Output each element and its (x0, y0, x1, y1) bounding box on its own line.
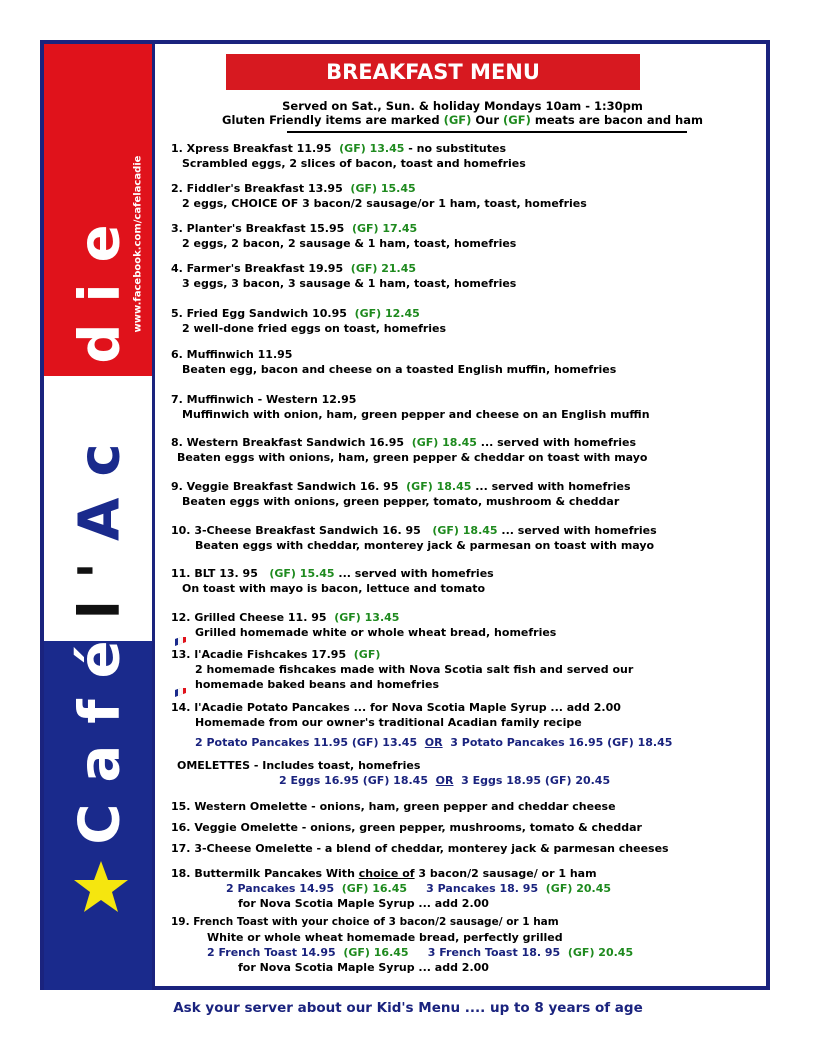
gf-tag: (GF) (443, 113, 472, 127)
item-desc: Beaten eggs with onions, ham, green pepper & cheddar on toast with mayo (177, 451, 648, 464)
item-name: 13. l'Acadie Fishcakes 17.95 (171, 648, 347, 661)
gluten-friendly-note (155, 113, 770, 127)
gf-price: (GF) 17.45 (351, 222, 418, 235)
flag-icon (175, 688, 187, 697)
menu-item-14 (171, 700, 672, 750)
item-note: ... served with homefries (476, 436, 637, 449)
menu-item-9 (171, 479, 631, 509)
gf-price: (GF) (353, 648, 381, 661)
flag-icon (175, 637, 187, 646)
item-name: 6. Muffinwich 11.95 (171, 348, 293, 361)
gf-note-text: Gluten Friendly items are marked (222, 113, 444, 127)
menu-item-12 (171, 610, 556, 640)
menu-item-2 (171, 181, 587, 211)
item-desc: Beaten egg, bacon and cheese on a toasted English muffin, homefries (182, 363, 617, 376)
item-name: 3. Planter's Breakfast 15.95 (171, 222, 345, 235)
menu-title: BREAKFAST MENU (226, 54, 640, 90)
menu-item-17: 17. 3-Cheese Omelette - a blend of cheddar, monterey jack & parmesan cheeses (171, 842, 669, 855)
brand-letter: C (67, 782, 133, 845)
item-name: 8. Western Breakfast Sandwich 16.95 (171, 436, 405, 449)
brand-letter: i (67, 262, 133, 303)
menu-frame (40, 40, 770, 990)
menu-item-7 (171, 392, 650, 422)
item-desc: 2 eggs, CHOICE OF 3 bacon/2 sausage/or 1 ham, toast, homefries (182, 197, 587, 210)
brand-letter: a (67, 723, 133, 783)
menu-item-4 (171, 261, 516, 291)
item-note: ... served with homefries (334, 567, 494, 580)
sidebar (44, 44, 152, 986)
menu-item-18 (171, 866, 611, 911)
item-desc: White or whole wheat homemade bread, perfectly grilled (207, 931, 563, 944)
gf-tag: (GF) (503, 113, 531, 127)
menu-item-8 (171, 435, 647, 465)
star-icon (72, 859, 130, 915)
menu-item-6 (171, 347, 616, 377)
item-name: 19. French Toast with your choice of 3 bacon/2 sausage/ or 1 ham (171, 916, 559, 928)
item-desc: Grilled homemade white or whole wheat bread, homefries (195, 626, 557, 639)
item-desc: homemade baked beans and homefries (195, 678, 440, 691)
gf-price: (GF) 16.45 (343, 946, 409, 959)
brand-letter: c (67, 422, 133, 477)
item-name: 14. l'Acadie Potato Pancakes ... for Nova Scotia Maple Syrup ... add 2.00 (171, 701, 621, 714)
item-desc: Scrambled eggs, 2 slices of bacon, toast and homefries (182, 157, 526, 170)
sidebar-divider (152, 44, 155, 986)
menu-item-16: 16. Veggie Omelette - onions, green pepper, mushrooms, tomato & cheddar (171, 821, 642, 834)
item-name: 10. 3-Cheese Breakfast Sandwich 16. 95 (171, 524, 421, 537)
item-desc: On toast with mayo is bacon, lettuce and tomato (182, 582, 486, 595)
gf-price: (GF) 18.45 (432, 524, 498, 537)
menu-item-13 (171, 647, 633, 692)
item-desc: 3 eggs, 3 bacon, 3 sausage & 1 ham, toast, homefries (182, 277, 517, 290)
item-name: 11. BLT 13. 95 (171, 567, 258, 580)
item-note: ... served with homefries (497, 524, 657, 537)
gf-price: (GF) 18.45 (406, 480, 472, 493)
menu-item-15: 15. Western Omelette - onions, ham, green pepper and cheddar cheese (171, 800, 616, 813)
omelettes-title: OMELETTES - Includes toast, homefries (177, 759, 421, 772)
item-note: - no substitutes (404, 142, 507, 155)
gf-price: (GF) 13.45 (339, 142, 405, 155)
facebook-link[interactable]: www.facebook.com/cafelacadie (132, 155, 144, 333)
item-desc: 2 eggs, 2 bacon, 2 sausage & 1 ham, toast, homefries (182, 237, 517, 250)
gf-price: (GF) 16.45 (341, 882, 408, 895)
brand-name (68, 203, 133, 844)
gf-note-text: meats are bacon and ham (530, 113, 703, 127)
header-rule (287, 131, 687, 133)
menu-item-19 (171, 915, 633, 975)
brand-letter: A (67, 476, 133, 541)
gf-price: (GF) 15.45 (350, 182, 416, 195)
gf-price: (GF) 20.45 (545, 882, 612, 895)
pancake-option: 3 Pancakes 18. 95 (426, 882, 539, 895)
item-note: ... served with homefries (471, 480, 631, 493)
french-toast-option: 3 French Toast 18. 95 (427, 946, 561, 959)
item-desc: 2 homemade fishcakes made with Nova Scotia salt fish and served our (195, 663, 634, 676)
menu-item-5 (171, 306, 446, 336)
gf-price: (GF) 13.45 (334, 611, 400, 624)
omelette-option: 2 Eggs 16.95 (GF) 18.45 (279, 774, 428, 787)
item-desc: Beaten eggs with cheddar, monterey jack & parmesan on toast with mayo (195, 539, 655, 552)
menu-item-3 (171, 221, 516, 251)
or-label: OR (435, 774, 454, 787)
gf-note-text: Our (471, 113, 504, 127)
item-name: 9. Veggie Breakfast Sandwich 16. 95 (171, 480, 399, 493)
brand-letter: e (67, 203, 133, 263)
pancake-option: 2 Pancakes 14.95 (226, 882, 335, 895)
omelettes-section (177, 758, 610, 788)
item-name: 4. Farmer's Breakfast 19.95 (171, 262, 344, 275)
potato-pancake-option: 3 Potato Pancakes 16.95 (GF) 18.45 (450, 736, 673, 749)
gf-price: (GF) 12.45 (354, 307, 420, 320)
gf-price: (GF) 21.45 (350, 262, 417, 275)
omelette-option: 3 Eggs 18.95 (GF) 20.45 (461, 774, 611, 787)
item-choice: choice of (358, 867, 415, 880)
brand-letter: l (67, 579, 133, 620)
item-name: 18. Buttermilk Pancakes With (171, 867, 359, 880)
brand-letter: ' (67, 541, 133, 580)
french-toast-option: 2 French Toast 14.95 (207, 946, 336, 959)
item-desc: Beaten eggs with onions, green pepper, tomato, mushroom & cheddar (182, 495, 620, 508)
brand-letter: f (67, 678, 133, 724)
item-desc: Homemade from our owner's traditional Acadian family recipe (195, 716, 582, 729)
served-hours: Served on Sat., Sun. & holiday Mondays 10am - 1:30pm (282, 99, 643, 113)
item-name: 2. Fiddler's Breakfast 13.95 (171, 182, 343, 195)
item-desc: Muffinwich with onion, ham, green pepper and cheese on an English muffin (182, 408, 650, 421)
brand-letter: a (67, 363, 133, 423)
gf-price: (GF) 18.45 (411, 436, 477, 449)
gf-price: (GF) 20.45 (567, 946, 634, 959)
syrup-addon: for Nova Scotia Maple Syrup ... add 2.00 (238, 897, 489, 910)
kids-menu-note: Ask your server about our Kid's Menu .... up to 8 years of age (173, 1000, 643, 1016)
gf-price: (GF) 15.45 (269, 567, 335, 580)
brand-letter: é (67, 619, 133, 679)
item-name: 3 bacon/2 sausage/ or 1 ham (414, 867, 597, 880)
potato-pancake-option: 2 Potato Pancakes 11.95 (GF) 13.45 (195, 736, 418, 749)
menu-item-11 (171, 566, 494, 596)
item-name: 7. Muffinwich - Western 12.95 (171, 393, 357, 406)
item-name: 12. Grilled Cheese 11. 95 (171, 611, 327, 624)
item-name: 5. Fried Egg Sandwich 10.95 (171, 307, 347, 320)
item-desc: 2 well-done fried eggs on toast, homefries (182, 322, 447, 335)
or-label: OR (424, 736, 443, 749)
item-name: 1. Xpress Breakfast 11.95 (171, 142, 332, 155)
brand-letter: d (67, 302, 133, 364)
menu-item-1 (171, 141, 526, 171)
syrup-addon: for Nova Scotia Maple Syrup ... add 2.00 (238, 961, 489, 974)
menu-item-10 (171, 523, 657, 553)
